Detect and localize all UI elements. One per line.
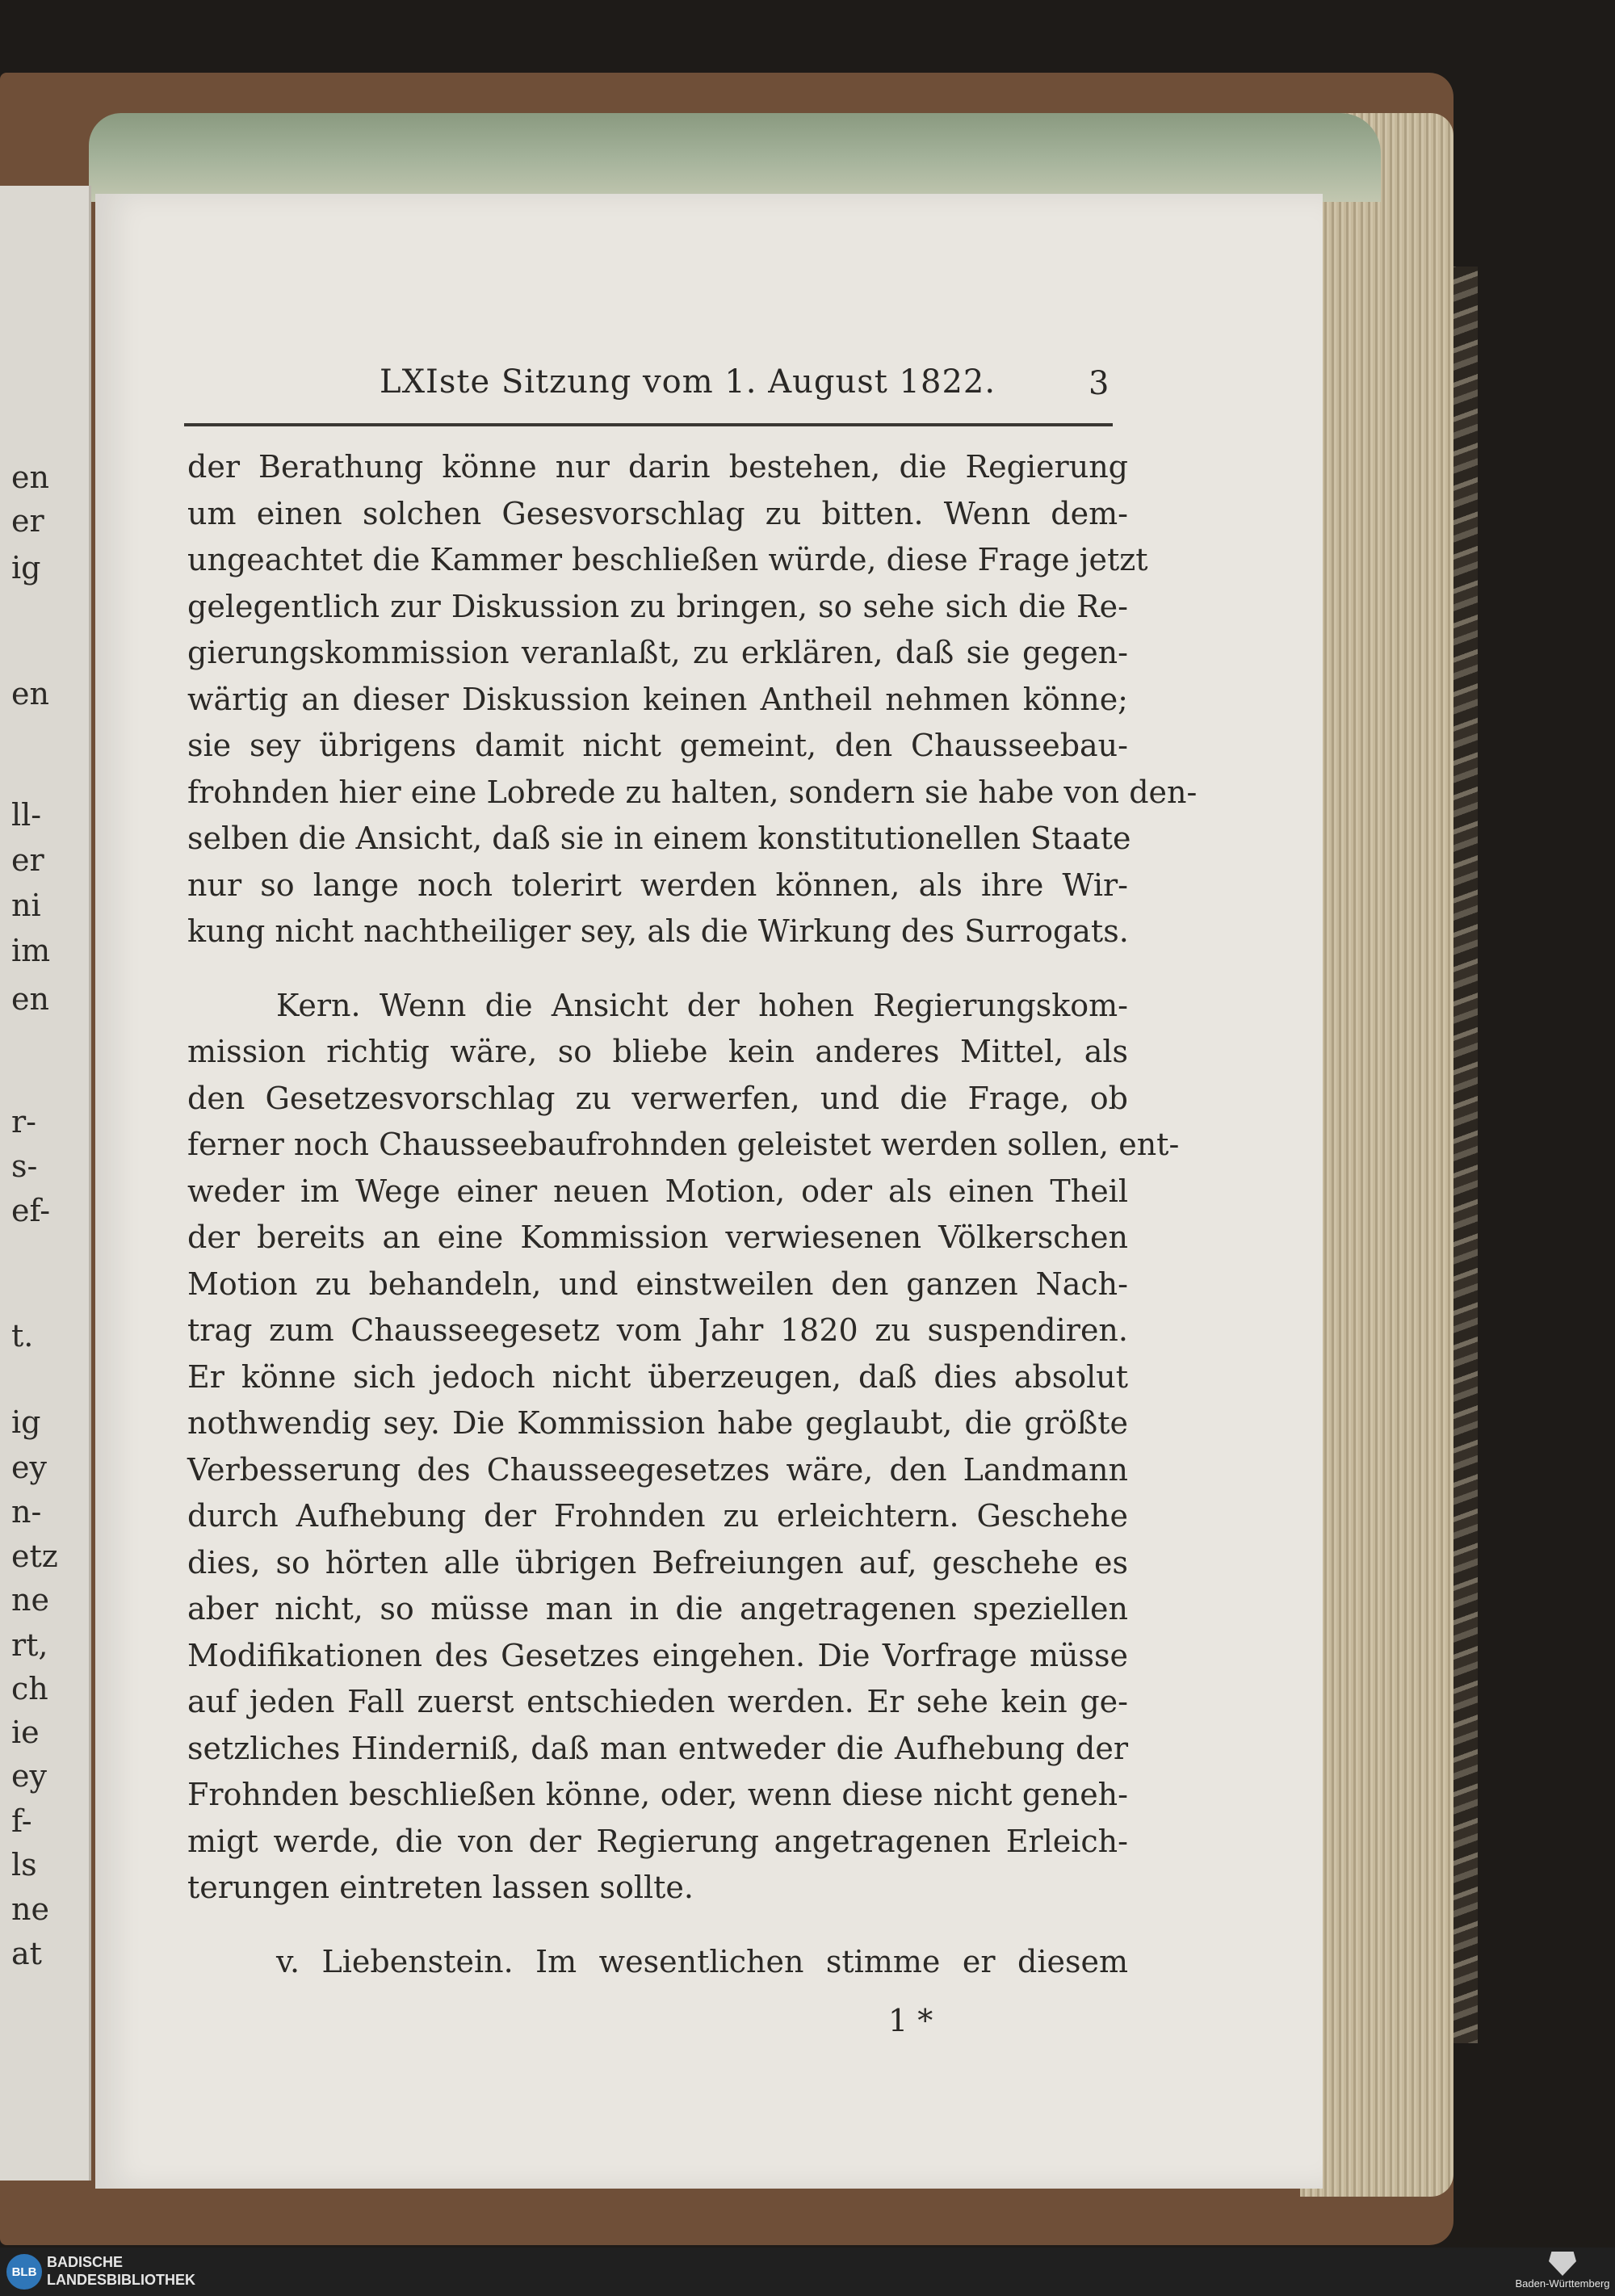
left-page-fragment: ne [11,1891,49,1927]
text-line: mission richtig wäre, so bliebe kein anderes Mittel, als [187,1034,1128,1069]
coat-of-arms-icon [1549,2252,1576,2276]
text-line: der Berathung könne nur darin bestehen, die Regierung [187,449,1128,485]
text-line: auf jeden Fall zuerst entschieden werden. Er sehe kein ge- [187,1684,1128,1719]
text-line: Kern. Wenn die Ansicht der hohen Regierungskom- [276,987,1128,1023]
text-line: nur so lange noch tolerirt werden können, als ihre Wir- [187,867,1128,903]
signature-mark: 1 * [888,2003,933,2038]
text-line: v. Liebenstein. Im wesentlichen stimme er diesem [276,1943,1128,1979]
library-name[interactable] [47,2253,195,2289]
text-line: Motion zu behandeln, und einstweilen den ganzen Nach- [187,1266,1128,1302]
page-number: 3 [1089,365,1110,402]
left-page-fragment: s- [11,1148,38,1184]
library-logo-icon[interactable]: BLB [6,2254,42,2290]
text-line: gelegentlich zur Diskussion zu bringen, so sehe sich die Re- [187,588,1128,624]
left-page-fragment: at [11,1936,42,1971]
left-page-fragment: ll- [11,797,42,833]
text-line: weder im Wege einer neuen Motion, oder als einen Theil [187,1173,1128,1209]
left-page-fragment: ch [11,1671,48,1706]
left-page-fragment: f- [11,1803,32,1839]
left-page-fragment: en [11,981,49,1017]
library-name-line2: LANDESBIBLIOTHEK [47,2272,195,2288]
text-line: dies, so hörten alle übrigen Befreiungen auf, geschehe es [187,1544,1128,1580]
left-page-fragment: ig [11,550,41,586]
text-line: sie sey übrigens damit nicht gemeint, den Chausseebau- [187,728,1128,763]
paragraph-gap [187,1912,1128,1939]
header-rule [184,423,1113,426]
paragraph-gap [187,955,1128,983]
text-line: ferner noch Chausseebaufrohnden geleistet werden sollen, ent- [187,1127,1180,1162]
left-page-fragment: etz [11,1538,58,1574]
text-line: terungen eintreten lassen sollte. [187,1870,694,1905]
left-page-fragment: ig [11,1404,41,1440]
left-page-fragment: er [11,842,44,878]
baden-wuerttemberg-logo[interactable] [1514,2252,1611,2294]
left-page-fragment: ie [11,1715,40,1750]
left-page-fragment: ne [11,1582,49,1618]
page-fore-edge [1300,113,1454,2197]
left-page-fragment: n- [11,1494,42,1530]
text-line: trag zum Chausseegesetz vom Jahr 1820 zu suspendiren. [187,1312,1128,1348]
text-line: kung nicht nachtheiliger sey, als die Wirkung des Surrogats. [187,913,1129,949]
text-line: gierungskommission veranlaßt, zu erklären, daß sie gegen- [187,635,1128,670]
text-line: Modifikationen des Gesetzes eingehen. Die Vorfrage müsse [187,1637,1128,1673]
left-page-fragment: en [11,460,49,495]
text-line: Frohnden beschließen könne, oder, wenn diese nicht geneh- [187,1777,1128,1812]
library-name-line1: BADISCHE [47,2254,124,2270]
body-text [187,444,1198,1985]
left-page-fragment: ni [11,888,41,923]
text-line: aber nicht, so müsse man in die angetragenen speziellen [187,1591,1128,1627]
running-head: LXIste Sitzung vom 1. August 1822. [380,363,996,401]
text-line: nothwendig sey. Die Kommission habe geglaubt, die größte [187,1405,1128,1441]
text-line: den Gesetzesvorschlag zu verwerfen, und die Frage, ob [187,1080,1128,1116]
text-line: setzliches Hinderniß, daß man entweder die Aufhebung der [187,1730,1128,1766]
left-page-fragment: ey [11,1450,47,1485]
page-top-edge [89,113,1381,202]
text-line: selben die Ansicht, daß sie in einem konstitutionellen Staate [187,821,1131,856]
text-line: migt werde, die von der Regierung angetragenen Erleich- [187,1823,1128,1859]
text-line: wärtig an dieser Diskussion keinen Antheil nehmen könne; [187,681,1128,717]
left-page-fragment: ls [11,1847,37,1883]
text-line: durch Aufhebung der Frohnden zu erleichtern. Geschehe [187,1498,1128,1534]
text-line: der bereits an eine Kommission verwiesenen Völkerschen [187,1219,1128,1255]
text-line: frohnden hier eine Lobrede zu halten, sondern sie habe von den- [187,774,1198,810]
left-page-fragment: ey [11,1758,47,1794]
left-page-fragment: r- [11,1104,37,1140]
text-line: Verbesserung des Chausseegesetzes wäre, den Landmann [187,1451,1128,1488]
text-line: Er könne sich jedoch nicht überzeugen, daß dies absolut [187,1358,1128,1395]
text-line: um einen solchen Gesesvorschlag zu bitten. Wenn dem- [187,495,1128,531]
left-page-fragment: t. [11,1318,34,1354]
footer-bar [0,2248,1615,2296]
left-page-fragment: rt, [11,1627,48,1663]
left-page-fragment: im [11,933,51,968]
left-page-fragment: en [11,676,49,711]
left-page-fragment: ef- [11,1193,51,1228]
left-page-fragment: er [11,503,44,539]
text-line: ungeachtet die Kammer beschließen würde, diese Frage jetzt [187,542,1148,577]
partner-label: Baden-Württemberg [1515,2277,1610,2290]
